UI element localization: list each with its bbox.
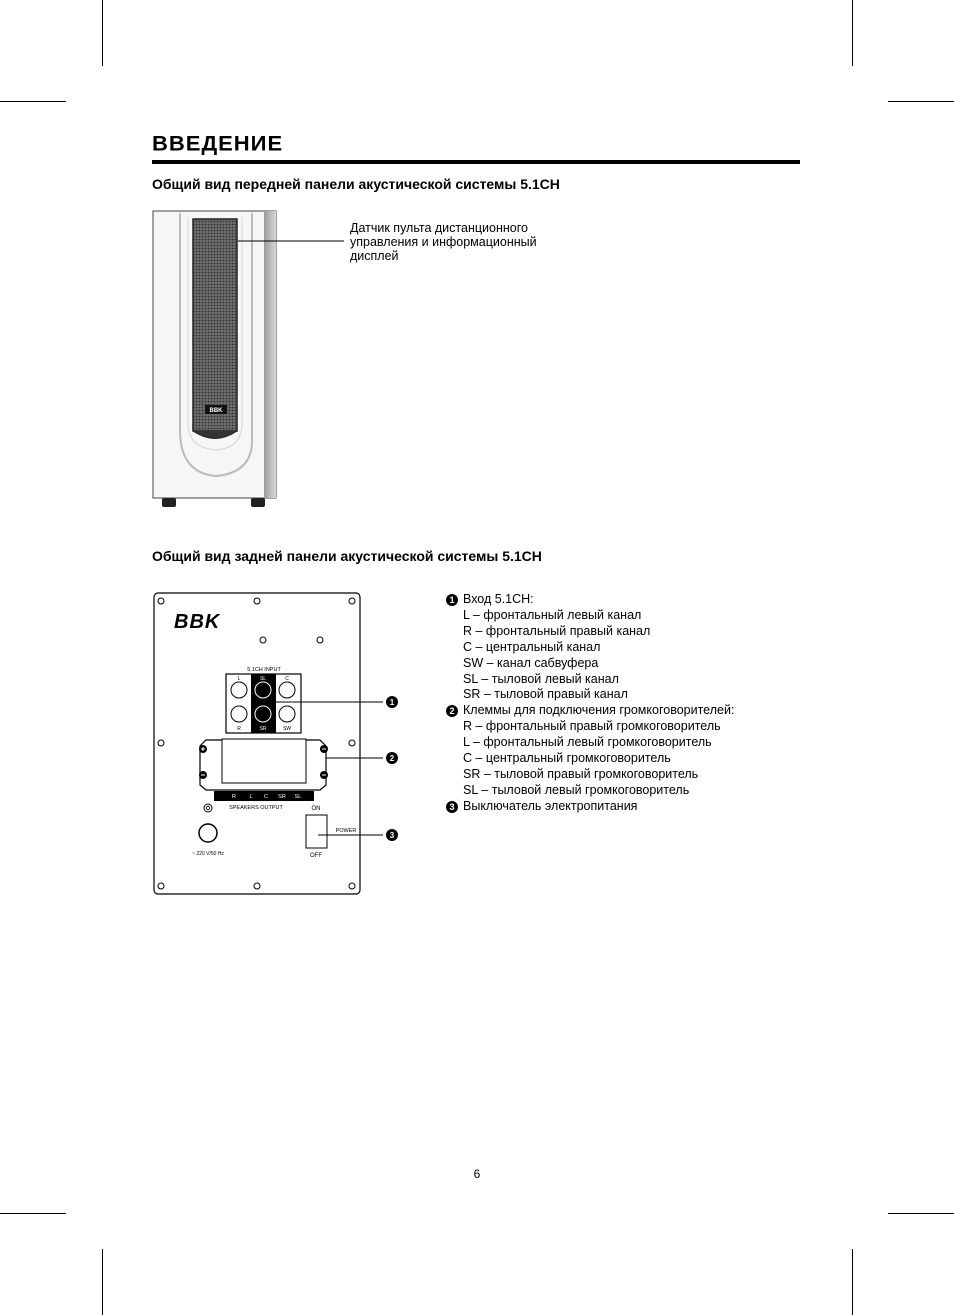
rear-panel-illustration [150, 590, 400, 900]
voltage-label: ~ 220 V/50 Hz [192, 851, 224, 857]
front-logo: BBK [209, 408, 223, 414]
crop-mark [888, 1213, 954, 1214]
legend-item: L – фронтальный левый канал [463, 607, 642, 622]
rear-panel-legend [446, 592, 734, 815]
legend-number: 1 [446, 594, 458, 606]
terminal-label-r: R [232, 794, 236, 800]
terminal-label-sr: SR [278, 794, 286, 800]
legend-item: SL – тыловой левый канал [463, 671, 619, 686]
crop-mark [888, 101, 954, 102]
speakers-output-label: SPEAKERS OUTPUT [229, 805, 283, 811]
title-rule [152, 160, 800, 164]
crop-mark [0, 101, 66, 102]
legend-item: R – фронтальный правый канал [463, 623, 651, 638]
rear-panel-title: Общий вид задней панели акустической системы 5.1CH [152, 548, 542, 564]
crop-mark [852, 0, 853, 66]
legend-item: 2 Клеммы для подключения громкоговорителей: [446, 703, 734, 719]
legend-item: R – фронтальный правый громкоговоритель [463, 719, 721, 734]
jack-label-sw: SW [282, 726, 292, 732]
legend-item: L – фронтальный левый громкоговоритель [463, 735, 712, 750]
front-panel-title: Общий вид передней панели акустической системы 5.1CH [152, 176, 560, 192]
page-number: 6 [473, 1167, 481, 1181]
jack-label-c: C [285, 676, 289, 682]
ground-icon [204, 804, 212, 812]
crop-mark [852, 1249, 853, 1315]
marker-1 [386, 696, 398, 708]
legend-item: 1 Вход 5.1CH: [446, 592, 734, 608]
svg-text:3: 3 [389, 831, 395, 840]
legend-item: SR – тыловой правый громкоговоритель [463, 766, 699, 781]
jack-label-sr: SR [259, 726, 267, 732]
switch-off-label: OFF [310, 853, 322, 859]
legend-item: SL – тыловой левый громкоговоритель [463, 782, 690, 797]
jack-label-l: L [237, 676, 241, 682]
legend-item: C – центральный канал [463, 639, 601, 654]
power-label: POWER [335, 828, 357, 834]
jack-label-r: R [237, 726, 241, 732]
legend-number: 2 [446, 705, 458, 717]
input-label: 5.1CH INPUT [247, 667, 281, 673]
power-switch [306, 815, 327, 848]
svg-text:1: 1 [389, 698, 395, 707]
legend-item: C – центральный громкоговоритель [463, 751, 671, 766]
terminal-label-sl: SL [294, 794, 302, 800]
legend-item: SW – канал сабвуфера [463, 655, 599, 670]
jack-label-sl: SL [259, 676, 267, 682]
marker-2 [386, 752, 398, 764]
crop-mark [102, 0, 103, 66]
marker-3 [386, 829, 398, 841]
crop-mark [0, 1213, 66, 1214]
front-callout-text: Датчик пульта дистанционного управления и информационный дисплей [350, 221, 537, 263]
legend-item: SR – тыловой правый канал [463, 687, 628, 702]
terminal-label-c: C [264, 794, 268, 800]
page-title: ВВЕДЕНИЕ [152, 131, 284, 156]
legend-number: 3 [446, 801, 458, 813]
front-panel-illustration [150, 208, 280, 510]
terminal-label-l: L [249, 794, 253, 800]
switch-on-label: ON [311, 806, 321, 812]
power-cord-icon [199, 824, 217, 842]
legend-item: 3 Выключатель электропитания [446, 799, 734, 815]
svg-text:2: 2 [389, 754, 395, 763]
crop-mark [102, 1249, 103, 1315]
rear-brand-logo: BBK [174, 611, 221, 633]
